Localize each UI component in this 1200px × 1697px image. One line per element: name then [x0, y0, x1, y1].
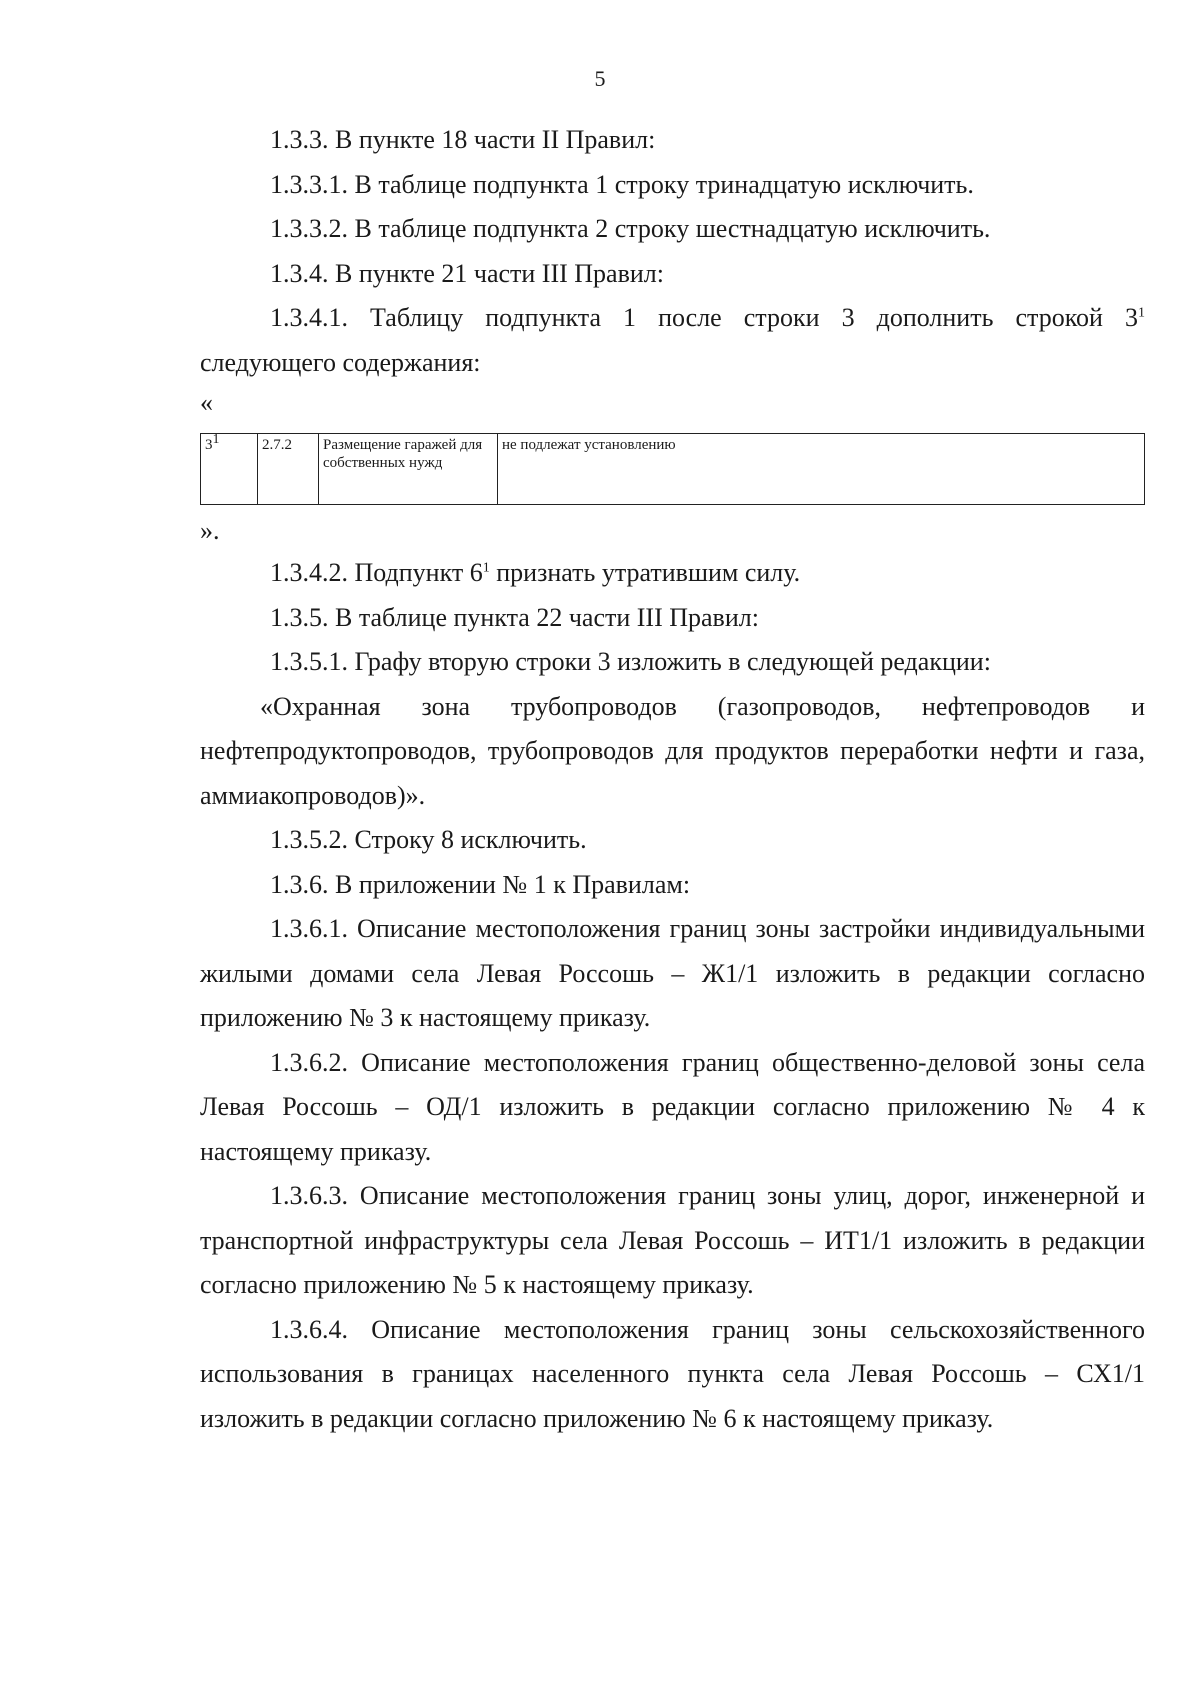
paragraph-1-3-3-2: 1.3.3.2. В таблице подпункта 2 строку шестнадцатую исключить. [270, 214, 991, 243]
superscript: 1 [1138, 305, 1145, 321]
paragraph-1-3-4-1 [200, 296, 1145, 385]
row-number-superscript: 1 [212, 432, 220, 447]
closing-quote: ». [200, 516, 220, 545]
table-row [201, 434, 1145, 505]
paragraph-1-3-5-1: 1.3.5.1. Графу вторую строки 3 изложить в следующей редакции: [270, 647, 991, 676]
paragraph-1-3-4-2 [200, 551, 1145, 596]
paragraph-1-3-6-2: 1.3.6.2. Описание местоположения границ общественно-деловой зоны села Левая Россошь – ОД/1 изложить в редакции согласно приложению № 4 к настоящему приказу. [200, 1047, 1145, 1166]
superscript: 1 [482, 560, 490, 576]
page-number: 5 [594, 66, 606, 91]
paragraph-1-3-5-2: 1.3.5.2. Строку 8 исключить. [270, 825, 587, 854]
opening-quote: « [200, 388, 213, 417]
paragraph-1-3-5: 1.3.5. В таблице пункта 22 части III Правил: [270, 602, 759, 632]
table-cell-code: 2.7.2 [258, 434, 319, 505]
paragraph-1-3-6: 1.3.6. В приложении № 1 к Правилам: [270, 869, 691, 899]
document-body [200, 118, 1145, 1441]
paragraph-1-3-6-4: 1.3.6.4. Описание местоположения границ зоны сельскохозяйственного использования в границах населенного пункта села Левая Россошь – СХ1/1 изложить в редакции согласно приложению № 6 к настоящему приказу. [200, 1314, 1145, 1433]
paragraph-1-3-4-2-text: 1.3.4.2. Подпункт 6 [270, 558, 483, 587]
paragraph-1-3-4-2-tail: признать утратившим силу. [489, 558, 801, 587]
inserted-table [200, 433, 1145, 505]
paragraph-1-3-3-1: 1.3.3.1. В таблице подпункта 1 строку тринадцатую исключить. [270, 169, 974, 199]
paragraph-1-3-6-3: 1.3.6.3. Описание местоположения границ зоны улиц, дорог, инженерной и транспортной инфраструктуры села Левая Россошь – ИТ1/1 изложить в редакции согласно приложению № 5 к настоящему приказу. [200, 1181, 1145, 1299]
paragraph-1-3-3: 1.3.3. В пункте 18 части II Правил: [270, 125, 656, 154]
paragraph-1-3-4-1-text: 1.3.4.1. Таблицу подпункта 1 после строки 3 дополнить строкой 3 [270, 303, 1138, 332]
paragraph-1-3-4: 1.3.4. В пункте 21 части III Правил: [270, 258, 664, 288]
paragraph-1-3-6-1: 1.3.6.1. Описание местоположения границ зоны застройки индивидуальными жилыми домами села Левая Россошь – Ж1/1 изложить в редакции согласно приложению № 3 к настоящему приказу. [200, 914, 1145, 1032]
row-number: 3 [205, 437, 213, 453]
table-cell-value: не подлежат установлению [498, 434, 1145, 505]
quoted-paragraph: «Охранная зона трубопроводов (газопроводов, нефтепроводов и нефтепродуктопроводов, трубопроводов для продуктов переработки нефти и газа, аммиакопроводов)». [200, 691, 1145, 810]
paragraph-1-3-4-1-tail: следующего содержания: [200, 347, 481, 377]
table-cell-name: Размещение гаражей для собственных нужд [319, 434, 498, 505]
table-cell-number [201, 434, 258, 505]
